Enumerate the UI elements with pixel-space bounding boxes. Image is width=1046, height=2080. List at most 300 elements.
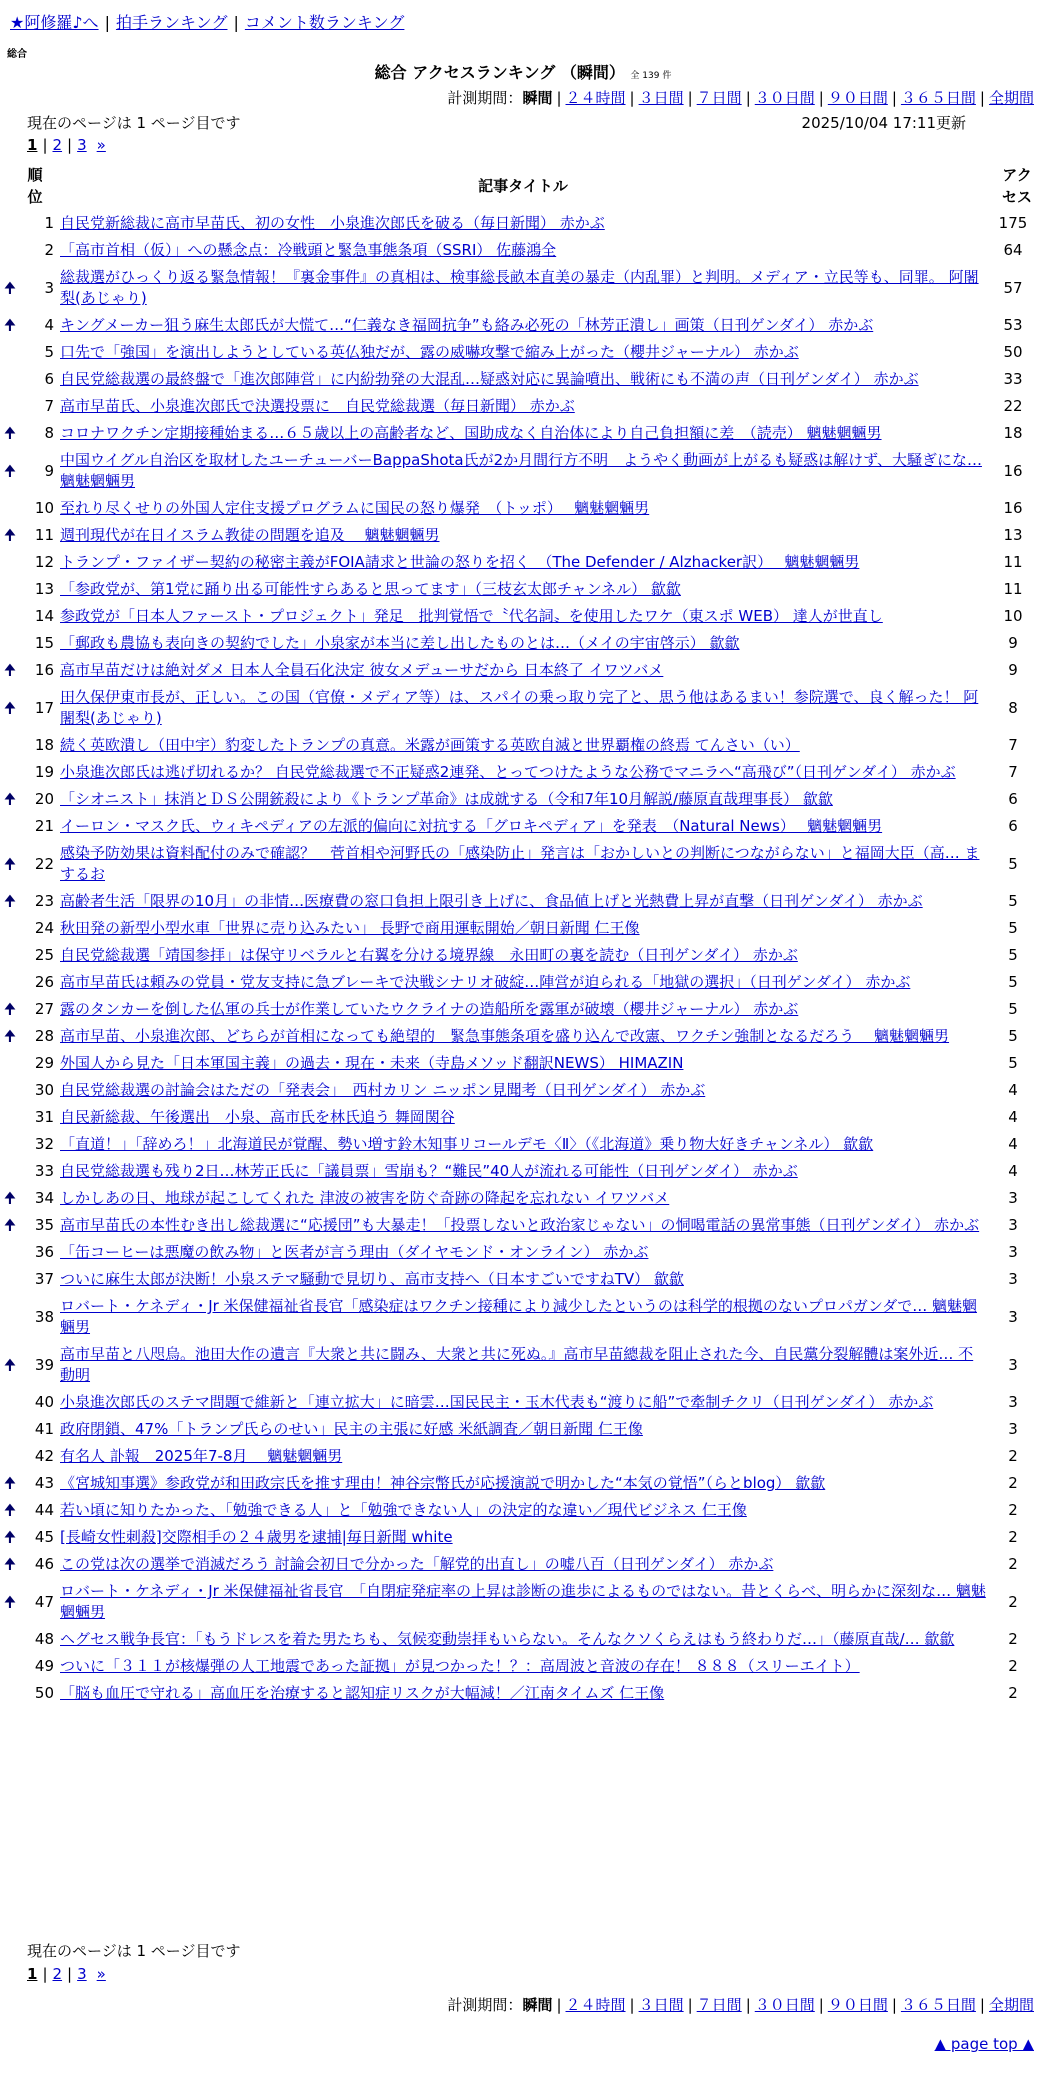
- rank-number: 33: [34, 1162, 54, 1180]
- rank-number: 28: [34, 1027, 54, 1045]
- period-current: 瞬間: [522, 1996, 553, 2014]
- article-title-link[interactable]: 「参政党が、第1党に踊り出る可能性すらあると思ってます」（三枝玄太郎チャンネル） 歙歙: [60, 580, 681, 598]
- article-title-cell: [58, 657, 988, 684]
- rank-change-cell: [0, 1524, 20, 1551]
- period-separator: |: [979, 89, 985, 107]
- rank-number: 7: [44, 397, 54, 415]
- table-row: [0, 942, 1046, 969]
- table-row: [0, 495, 1046, 522]
- access-count: 8: [1008, 698, 1018, 717]
- rank-change-cell: [0, 1680, 20, 1707]
- period-separator: |: [891, 1996, 897, 2014]
- table-row: [0, 915, 1046, 942]
- period-option-link[interactable]: ７日間: [696, 1996, 742, 2014]
- article-title-cell: [58, 312, 988, 339]
- article-title-link[interactable]: キングメーカー狙う麻生太郎氏が大慌て…“仁義なき福岡抗争”も絡み必死の「林芳正潰し」画策（日刊ゲンダイ） 赤かぶ: [60, 316, 874, 334]
- rank-column-header: [0, 162, 58, 210]
- table-row: [0, 1239, 1046, 1266]
- article-title-cell: [58, 1497, 988, 1524]
- table-header-row: [0, 162, 1046, 210]
- period-separator: |: [556, 1996, 562, 2014]
- article-title-link[interactable]: 高齢者生活「限界の10月」の非情…医療費の窓口負担上限引き上げに、食品値上げと光熱費上昇が直撃（日刊ゲンダイ） 赤かぶ: [60, 892, 923, 910]
- rank-number: 27: [34, 1000, 54, 1018]
- period-selector-bottom: [447, 1994, 1034, 2015]
- table-row: [0, 210, 1046, 237]
- article-title-link[interactable]: 「直道！」「辞めろ！」北海道民が覚醒、勢い増す鈴木知事リコールデモ〈Ⅱ〉（《北海道》乗り物大好きチャンネル） 歙歙: [60, 1135, 874, 1153]
- rank-change-cell: [0, 1158, 20, 1185]
- period-option-link[interactable]: ２４時間: [565, 89, 626, 107]
- up-arrow-icon: 🠉: [3, 1355, 17, 1374]
- comment-ranking-link[interactable]: コメント数ランキング: [244, 13, 405, 32]
- rank-change-cell: [0, 420, 20, 447]
- access-count: 4: [1008, 1135, 1018, 1153]
- period-option-link[interactable]: 全期間: [988, 1996, 1034, 2014]
- article-title-link[interactable]: 「脳も血圧で守れる」高血圧を治療すると認知症リスクが大幅減！／江南タイムズ 仁王像: [60, 1684, 665, 1702]
- access-count: 175: [998, 214, 1028, 232]
- up-arrow-icon: 🠉: [3, 854, 17, 873]
- article-title-link[interactable]: ついに「３１１が核爆弾の人工地震であった証拠」が見つかった！？：高周波と音波の存在！ ８８８（スリーエイト）: [60, 1657, 860, 1675]
- table-row: [0, 522, 1046, 549]
- rank-change-cell: [0, 888, 20, 915]
- article-title-link[interactable]: この党は次の選挙で消滅だろう 討論会初日で分かった「解党的出直し」の嘘八百（日刊ゲンダイ） 赤かぶ: [60, 1555, 774, 1573]
- article-title-link[interactable]: コロナワクチン定期接種始まる…６５歳以上の高齢者など、国助成なく自治体により自己負担額に差 （読売） 魑魅魍魎男: [60, 424, 882, 442]
- rank-change-cell: [0, 969, 20, 996]
- rank-change-cell: [0, 684, 20, 732]
- table-row: [0, 1158, 1046, 1185]
- access-count: 4: [1008, 1108, 1018, 1126]
- up-arrow-icon: 🠉: [3, 1474, 17, 1492]
- up-arrow-icon: 🠉: [3, 661, 17, 679]
- article-title-cell: [58, 339, 988, 366]
- ranking-table-body: [0, 210, 1046, 1707]
- article-title-cell: [58, 1680, 988, 1707]
- rank-change-cell: [0, 657, 20, 684]
- pager-next-link[interactable]: »: [96, 136, 106, 154]
- article-title-link[interactable]: [長崎女性刺殺]交際相手の２４歳男を逮捕|毎日新聞 white: [60, 1528, 453, 1546]
- access-count: 3: [1008, 1216, 1018, 1234]
- rank-number: 44: [34, 1501, 54, 1519]
- article-title-cell: [58, 1266, 988, 1293]
- table-row: [0, 393, 1046, 420]
- period-selector: [447, 87, 1034, 108]
- article-title-link[interactable]: 秋田発の新型小型水車「世界に売り込みたい」 長野で商用運転開始／朝日新聞 仁王像: [60, 919, 640, 937]
- rank-change-cell: [0, 210, 20, 237]
- table-row: [0, 969, 1046, 996]
- table-row: [0, 1443, 1046, 1470]
- access-count: 3: [1008, 1189, 1018, 1207]
- rank-number: 45: [34, 1528, 54, 1546]
- rank-number: 43: [34, 1474, 54, 1492]
- article-title-cell: [58, 1524, 988, 1551]
- article-title-link[interactable]: 総裁選がひっくり返る緊急情報！『裏金事件』の真相は、検事総長畝本直美の暴走（内乱罪）と判明。メディア・立民等も、同罪。 阿闍梨(あじゃり): [60, 268, 979, 307]
- rank-number: 48: [34, 1630, 54, 1648]
- rank-change-cell: [0, 339, 20, 366]
- article-title-cell: [58, 1578, 988, 1626]
- access-count: 3: [1008, 1243, 1018, 1261]
- rank-number: 37: [34, 1270, 54, 1288]
- article-title-link[interactable]: 自民党総裁選も残り2日…林芳正氏に「議員票」雪崩も？“難民”40人が流れる可能性（日刊ゲンダイ） 赤かぶ: [60, 1162, 798, 1180]
- period-separator: |: [687, 1996, 693, 2014]
- access-count: 5: [1008, 1027, 1018, 1045]
- access-count: 3: [1008, 1307, 1018, 1326]
- rank-number: 15: [34, 634, 54, 652]
- nav-separator: |: [233, 13, 239, 32]
- access-count: 6: [1008, 790, 1018, 808]
- article-title-link[interactable]: 自民党総裁選「靖国参拝」は保守リベラルと右翼を分ける境界線 永田町の裏を読む（日刊ゲンダイ） 赤かぶ: [60, 946, 798, 964]
- rank-change-cell: [0, 576, 20, 603]
- access-count: 2: [1008, 1657, 1018, 1675]
- article-title-link[interactable]: 続く英欧潰し（田中宇）豹変したトランプの真意。米露が画策する英欧自滅と世界覇権の終焉 てんさい（い）: [60, 736, 800, 754]
- page-info-bottom: 現在のページは 1 ページ目です: [27, 1942, 241, 1960]
- article-title-cell: [58, 393, 988, 420]
- rank-change-cell: [0, 603, 20, 630]
- total-count: 全 139 件: [630, 71, 672, 81]
- table-row: [0, 657, 1046, 684]
- rank-change-cell: [0, 759, 20, 786]
- table-row: [0, 1497, 1046, 1524]
- pager-current-page: 1: [27, 1965, 38, 1983]
- table-row: [0, 732, 1046, 759]
- period-separator: |: [556, 89, 562, 107]
- article-title-link[interactable]: 高市早苗氏の本性むき出し総裁選に“応援団”も大暴走！「投票しないと政治家じゃない」の恫喝電話の異常事態（日刊ゲンダイ） 赤かぶ: [60, 1216, 980, 1234]
- access-count: 16: [1003, 499, 1023, 517]
- table-row: [0, 1293, 1046, 1341]
- article-title-cell: [58, 813, 988, 840]
- rank-number: 35: [34, 1216, 54, 1234]
- rank-number: 50: [34, 1684, 54, 1702]
- article-title-link[interactable]: しかしあの日、地球が起こしてくれた 津波の被害を防ぐ奇跡の降起を忘れない イワツバメ: [60, 1189, 670, 1207]
- access-count: 6: [1008, 817, 1018, 835]
- article-title-link[interactable]: 至れり尽くせりの外国人定住支援プログラムに国民の怒り爆発 （トッポ） 魑魅魍魎男: [60, 499, 650, 517]
- article-title-link[interactable]: 中国ウイグル自治区を取材したユーチューバーBappaShota氏が2か月間行方不明 ようやく動画が上がるも疑惑は解けず、大騒ぎにな… 魑魅魍魎男: [60, 451, 982, 490]
- rank-change-cell: [0, 1050, 20, 1077]
- period-separator: |: [629, 89, 635, 107]
- access-count: 7: [1008, 736, 1018, 754]
- period-option-link[interactable]: ３０日間: [754, 89, 815, 107]
- table-row: [0, 813, 1046, 840]
- article-title-link[interactable]: 《宮城知事選》参政党が和田政宗氏を推す理由！神谷宗幣氏が応援演説で明かした“本気の覚悟”（らとblog） 歙歙: [60, 1474, 826, 1492]
- table-row: [0, 888, 1046, 915]
- article-title-cell: [58, 522, 988, 549]
- access-count: 13: [1003, 526, 1023, 544]
- pager-current-page: 1: [27, 136, 38, 154]
- period-label: 計測期間：: [447, 1996, 523, 2014]
- rank-number: 16: [34, 661, 54, 679]
- up-arrow-icon: 🠉: [3, 278, 17, 297]
- article-title-link[interactable]: 高市早苗氏、小泉進次郎氏で決選投票に 自民党総裁選（毎日新聞） 赤かぶ: [60, 397, 575, 415]
- article-title-link[interactable]: 外国人から見た「日本軍国主義」の過去・現在・未来（寺島メソッド翻訳NEWS） HIMAZIN: [60, 1054, 684, 1072]
- article-title-link[interactable]: 週刊現代が在日イスラム教徒の問題を追及 魑魅魍魎男: [60, 526, 440, 544]
- period-label: 計測期間：: [447, 89, 523, 107]
- rank-number: 9: [44, 461, 54, 480]
- access-count: 7: [1008, 763, 1018, 781]
- up-arrow-icon: 🠉: [3, 790, 17, 808]
- access-count: 5: [1008, 919, 1018, 937]
- period-separator: |: [818, 89, 824, 107]
- period-separator: |: [818, 1996, 824, 2014]
- article-title-link[interactable]: 自民党総裁選の最終盤で「進次郎陣営」に内紛勃発の大混乱…疑惑対応に異論噴出、戦術にも不満の声（日刊ゲンダイ） 赤かぶ: [60, 370, 919, 388]
- rank-number: 41: [34, 1420, 54, 1438]
- period-separator: |: [745, 1996, 751, 2014]
- table-row: [0, 1212, 1046, 1239]
- up-arrow-icon: 🠉: [3, 1189, 17, 1207]
- rank-change-cell: [0, 237, 20, 264]
- rank-number: 23: [34, 892, 54, 910]
- article-title-cell: [58, 1470, 988, 1497]
- pager-page-link[interactable]: 2: [52, 136, 63, 154]
- rank-change-cell: [0, 1470, 20, 1497]
- access-count: 5: [1008, 973, 1018, 991]
- rank-change-cell: [0, 786, 20, 813]
- pager-page-link[interactable]: 3: [77, 136, 87, 154]
- page-title: [0, 60, 1046, 83]
- table-row: [0, 1185, 1046, 1212]
- article-title-link[interactable]: 参政党が「日本人ファースト・プロジェクト」発足 批判覚悟で〝代名詞〟を使用したワケ（東スポ WEB） 達人が世直し: [60, 607, 883, 625]
- access-count: 22: [1003, 397, 1023, 415]
- table-row: [0, 1266, 1046, 1293]
- pager-separator: |: [42, 136, 48, 154]
- article-title-cell: [58, 264, 988, 312]
- article-title-link[interactable]: 政府閉鎖、47%「トランプ氏らのせい」民主の主張に好感 米紙調査／朝日新聞 仁王像: [60, 1420, 643, 1438]
- article-title-cell: [58, 603, 988, 630]
- article-title-cell: [58, 1023, 988, 1050]
- article-title-cell: [58, 237, 988, 264]
- rank-number: 20: [34, 790, 54, 808]
- page-top-link[interactable]: ▲ page top ▲: [934, 2035, 1034, 2053]
- rank-change-cell: [0, 1497, 20, 1524]
- pagination: [27, 136, 106, 154]
- article-title-link[interactable]: 小泉進次郎氏のステマ問題で維新と「連立拡大」に暗雲…国民民主・玉木代表も“渡りに船”で牽制チクリ（日刊ゲンダイ） 赤かぶ: [60, 1393, 934, 1411]
- article-title-link[interactable]: 有名人 訃報 2025年7-8月 魑魅魍魎男: [60, 1447, 343, 1465]
- period-option-link[interactable]: ７日間: [696, 89, 742, 107]
- rank-change-cell: [0, 447, 20, 495]
- rank-change-cell: [0, 264, 20, 312]
- clap-ranking-link[interactable]: 拍手ランキング: [115, 13, 228, 32]
- rank-change-cell: [0, 840, 20, 888]
- table-row: [0, 1341, 1046, 1389]
- article-title-link[interactable]: 自民党新総裁に高市早苗氏、初の女性 小泉進次郎氏を破る（毎日新聞） 赤かぶ: [60, 214, 605, 232]
- table-row: [0, 603, 1046, 630]
- article-title-link[interactable]: 「缶コーヒーは悪魔の飲み物」と医者が言う理由（ダイヤモンド・オンライン） 赤かぶ: [60, 1243, 649, 1261]
- table-row: [0, 1050, 1046, 1077]
- table-row: [0, 1626, 1046, 1653]
- table-row: [0, 1023, 1046, 1050]
- rank-number: 47: [34, 1592, 54, 1611]
- rank-change-cell: [0, 312, 20, 339]
- period-current: 瞬間: [522, 89, 553, 107]
- table-row: [0, 1653, 1046, 1680]
- rank-change-cell: [0, 1341, 20, 1389]
- article-title-link[interactable]: 口先で「強国」を演出しようとしている英仏独だが、露の威嚇攻撃で縮み上がった（櫻井ジャーナル） 赤かぶ: [60, 343, 799, 361]
- top-navigation: [10, 10, 404, 33]
- article-title-cell: [58, 1158, 988, 1185]
- home-link[interactable]: ★阿修羅♪へ: [10, 13, 99, 32]
- article-title-cell: [58, 630, 988, 657]
- table-row: [0, 549, 1046, 576]
- period-option-link[interactable]: ３６５日間: [900, 1996, 976, 2014]
- table-row: [0, 840, 1046, 888]
- table-row: [0, 1416, 1046, 1443]
- access-count: 9: [1008, 634, 1018, 652]
- access-column-header: [988, 162, 1046, 210]
- access-count: 50: [1003, 343, 1023, 361]
- rank-change-cell: [0, 1185, 20, 1212]
- article-title-link[interactable]: ついに麻生太郎が決断！小泉ステマ騒動で見切り、高市支持へ（日本すごいですねTV） 歙歙: [60, 1270, 684, 1288]
- period-option-link[interactable]: ９０日間: [827, 89, 888, 107]
- access-count: 11: [1003, 580, 1023, 598]
- article-title-link[interactable]: 若い頃に知りたかった、「勉強できる人」と「勉強できない人」の決定的な違い／現代ビジネス 仁王像: [60, 1501, 747, 1519]
- rank-change-cell: [0, 495, 20, 522]
- article-title-cell: [58, 1239, 988, 1266]
- article-title-link[interactable]: 露のタンカーを倒した仏軍の兵士が作業していたウクライナの造船所を露軍が破壊（櫻井ジャーナル） 赤かぶ: [60, 1000, 799, 1018]
- article-title-link[interactable]: 「郵政も農協も表向きの契約でした」小泉家が本当に差し出したものとは…（メイの宇宙啓示） 歙歙: [60, 634, 740, 652]
- rank-change-cell: [0, 1104, 20, 1131]
- article-title-link[interactable]: 「シオニスト」抹消とＤＳ公開銃殺により《トランプ革命》は成就する（令和7年10月解説/藤原直哉理事長） 歙歙: [60, 790, 833, 808]
- pager-next-link[interactable]: »: [96, 1965, 106, 1983]
- rank-change-cell: [0, 549, 20, 576]
- article-title-cell: [58, 969, 988, 996]
- period-option-link[interactable]: ３０日間: [754, 1996, 815, 2014]
- period-option-link[interactable]: ２４時間: [565, 1996, 626, 2014]
- page-title-text: 総合 アクセスランキング （瞬間）: [374, 63, 625, 82]
- rank-number: 3: [44, 278, 54, 297]
- up-arrow-icon: 🠉: [3, 1216, 17, 1234]
- article-title-link[interactable]: 高市早苗だけは絶対ダメ 日本人全員石化決定 彼女メデューサだから 日本終了 イワツバメ: [60, 661, 664, 679]
- article-title-link[interactable]: トランプ・ファイザー契約の秘密主義がFOIA請求と世論の怒りを招く （The Defender / Alzhacker訳） 魑魅魍魎男: [60, 553, 860, 571]
- rank-change-cell: [0, 1626, 20, 1653]
- article-title-cell: [58, 759, 988, 786]
- nav-separator: |: [104, 13, 110, 32]
- access-count: 5: [1008, 854, 1018, 873]
- access-count: 4: [1008, 1162, 1018, 1180]
- table-row: [0, 759, 1046, 786]
- period-option-link[interactable]: ３６５日間: [900, 89, 976, 107]
- article-title-cell: [58, 1551, 988, 1578]
- rank-change-cell: [0, 1131, 20, 1158]
- table-row: [0, 1680, 1046, 1707]
- article-title-cell: [58, 1389, 988, 1416]
- article-title-cell: [58, 447, 988, 495]
- table-row: [0, 1524, 1046, 1551]
- rank-number: 39: [34, 1355, 54, 1374]
- access-count: 3: [1008, 1355, 1018, 1374]
- ranking-table: [0, 162, 1046, 1707]
- article-title-cell: [58, 210, 988, 237]
- table-row: [0, 237, 1046, 264]
- table-row: [0, 630, 1046, 657]
- article-title-cell: [58, 495, 988, 522]
- table-row: [0, 339, 1046, 366]
- rank-change-cell: [0, 1239, 20, 1266]
- period-option-link[interactable]: 全期間: [988, 89, 1034, 107]
- article-title-link[interactable]: 高市早苗氏は頼みの党員・党友支持に急ブレーキで決戦シナリオ破綻…陣営が迫られる「地獄の選択」（日刊ゲンダイ） 赤かぶ: [60, 973, 911, 991]
- article-title-link[interactable]: 自民新総裁、午後選出 小泉、高市氏を林氏追う 舞岡関谷: [60, 1108, 455, 1126]
- article-title-link[interactable]: 「高市首相（仮）」への懸念点：冷戦頭と緊急事態条項（SSRI） 佐藤鴻全: [60, 241, 557, 259]
- article-title-link[interactable]: 小泉進次郎氏は逃げ切れるか？ 自民党総裁選で不正疑惑2連発、とってつけたような公務でマニラへ“高飛び”（日刊ゲンダイ） 赤かぶ: [60, 763, 956, 781]
- access-count: 5: [1008, 1000, 1018, 1018]
- article-title-link[interactable]: ロバート・ケネディ・Jr 米保健福祉省長官 「自閉症発症率の上昇は診断の進歩によるものではない。昔とくらべ、明らかに深刻な… 魑魅魍魎男: [60, 1582, 986, 1621]
- access-count: 10: [1003, 607, 1023, 625]
- rank-number: 5: [44, 343, 54, 361]
- article-title-cell: [58, 1050, 988, 1077]
- article-title-link[interactable]: 高市早苗と八咫烏。池田大作の遺言『大衆と共に闘み、大衆と共に死ぬ。』高市早苗總裁を阻止された今、自民黨分裂解體は案外近… 不動明: [60, 1345, 974, 1384]
- article-title-cell: [58, 915, 988, 942]
- period-option-link[interactable]: ３日間: [638, 1996, 684, 2014]
- article-title-link[interactable]: 田久保伊東市長が、正しい。この国（官僚・メディア等）は、スパイの乗っ取り完了と、思う他はあるまい！参院選で、良く解った！ 阿闍梨(あじゃり): [60, 688, 979, 727]
- rank-change-cell: [0, 1653, 20, 1680]
- article-title-cell: [58, 1341, 988, 1389]
- article-title-link[interactable]: イーロン・マスク氏、ウィキペディアの左派的偏向に対抗する「グロキペディア」を発表 （Natural News） 魑魅魍魎男: [60, 817, 883, 835]
- article-title-cell: [58, 549, 988, 576]
- table-row: [0, 1077, 1046, 1104]
- up-arrow-icon: 🠉: [3, 1555, 17, 1573]
- pager-page-link[interactable]: 2: [52, 1965, 63, 1983]
- up-arrow-icon: 🠉: [3, 424, 17, 442]
- article-title-link[interactable]: ロバート・ケネディ・Jr 米保健福祉省長官「感染症はワクチン接種により減少したというのは科学的根拠のないプロパガンダで… 魑魅魍魎男: [60, 1297, 977, 1336]
- rank-number: 10: [34, 499, 54, 517]
- pager-separator: |: [42, 1965, 48, 1983]
- table-row: [0, 1470, 1046, 1497]
- pager-page-link[interactable]: 3: [77, 1965, 87, 1983]
- page-info: 現在のページは 1 ページ目です: [27, 114, 241, 132]
- article-title-link[interactable]: 自民党総裁選の討論会はただの「発表会」 西村カリン ニッポン見聞考（日刊ゲンダイ） 赤かぶ: [60, 1081, 706, 1099]
- access-count: 2: [1008, 1447, 1018, 1465]
- rank-change-cell: [0, 732, 20, 759]
- article-title-cell: [58, 1443, 988, 1470]
- access-count: 3: [1008, 1393, 1018, 1411]
- rank-number: 32: [34, 1135, 54, 1153]
- rank-change-cell: [0, 1212, 20, 1239]
- up-arrow-icon: 🠉: [3, 1027, 17, 1045]
- rank-number: 25: [34, 946, 54, 964]
- up-arrow-icon: 🠉: [3, 1528, 17, 1546]
- rank-number: 12: [34, 553, 54, 571]
- period-option-link[interactable]: ９０日間: [827, 1996, 888, 2014]
- access-count: 2: [1008, 1555, 1018, 1573]
- rank-change-cell: [0, 1023, 20, 1050]
- access-count: 16: [1003, 461, 1023, 480]
- rank-number: 34: [34, 1189, 54, 1207]
- rank-number: 17: [34, 698, 54, 717]
- period-separator: |: [629, 1996, 635, 2014]
- rank-change-cell: [0, 1443, 20, 1470]
- access-count: 5: [1008, 892, 1018, 910]
- period-option-link[interactable]: ３日間: [638, 89, 684, 107]
- table-row: [0, 1104, 1046, 1131]
- article-title-cell: [58, 786, 988, 813]
- rank-change-cell: [0, 1266, 20, 1293]
- article-title-link[interactable]: 感染予防効果は資料配付のみで確認？ 菅首相や河野氏の「感染防止」発言は「おかしいとの判断につながらない」と福岡大臣（高… まするお: [60, 844, 980, 883]
- rank-change-cell: [0, 393, 20, 420]
- article-title-cell: [58, 1131, 988, 1158]
- access-header-text: アクセス: [1001, 166, 1032, 206]
- table-row: [0, 1389, 1046, 1416]
- category-label: 総合: [7, 49, 27, 60]
- article-title-cell: [58, 684, 988, 732]
- rank-number: 2: [44, 241, 54, 259]
- rank-change-cell: [0, 942, 20, 969]
- rank-number: 40: [34, 1393, 54, 1411]
- rank-number: 19: [34, 763, 54, 781]
- article-title-cell: [58, 1653, 988, 1680]
- period-separator: |: [745, 89, 751, 107]
- access-count: 2: [1008, 1630, 1018, 1648]
- article-title-link[interactable]: ヘグセス戦争長官：「もうドレスを着た男たちも、気候変動崇拝もいらない。そんなクソくらえはもう終わりだ…」（藤原直哉/… 歙歙: [60, 1630, 955, 1648]
- article-title-cell: [58, 840, 988, 888]
- up-arrow-icon: 🠉: [3, 1000, 17, 1018]
- article-title-link[interactable]: 高市早苗、小泉進次郎、どちらが首相になっても絶望的 緊急事態条項を盛り込んで改憲、ワクチン強制となるだろう 魑魅魍魎男: [60, 1027, 950, 1045]
- rank-change-cell: [0, 1551, 20, 1578]
